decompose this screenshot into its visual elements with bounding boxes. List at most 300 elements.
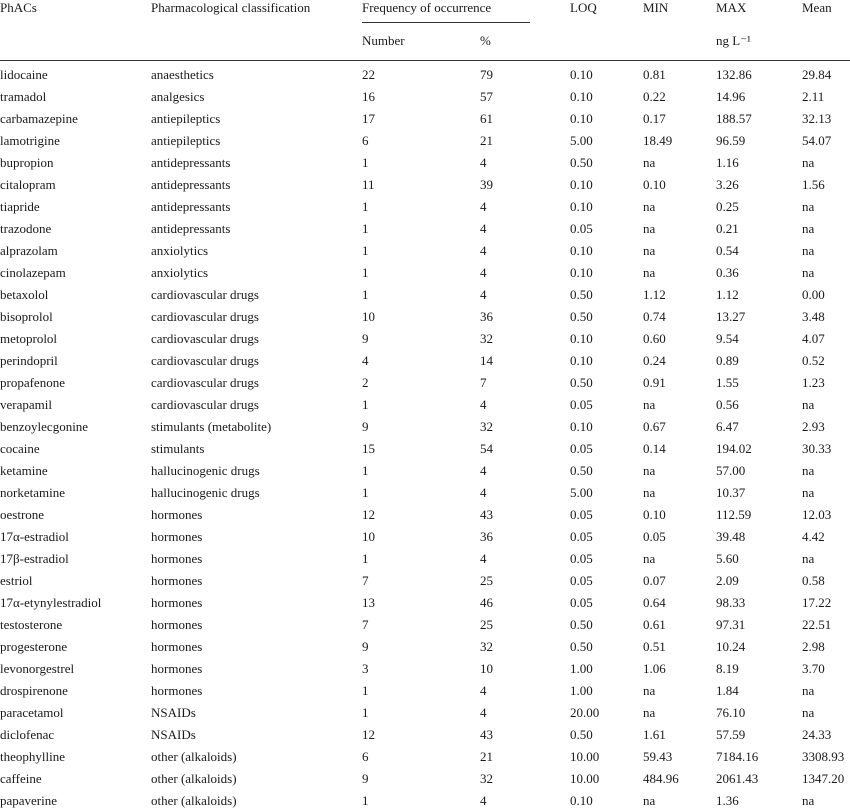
cell-percent: 4 [480,683,487,698]
cell-loq: 0.50 [570,617,593,632]
cell-classification: hormones [151,595,203,610]
cell-max: 188.57 [716,111,752,126]
cell-max: 0.54 [716,243,739,258]
cell-number: 7 [362,573,369,588]
cell-max: 194.02 [716,441,752,456]
cell-compound: testosterone [0,617,63,632]
cell-classification: antidepressants [151,177,231,192]
cell-number: 1 [362,463,369,478]
table-row [0,680,850,702]
cell-compound: verapamil [0,397,52,412]
cell-max: 57.59 [716,727,746,742]
cell-number: 1 [362,265,369,280]
cell-classification: NSAIDs [151,727,196,742]
cell-min: 0.24 [643,353,666,368]
frequency-underline [362,22,530,23]
cell-percent: 4 [480,551,487,566]
cell-min: 0.64 [643,595,666,610]
cell-percent: 4 [480,265,487,280]
cell-percent: 32 [480,639,493,654]
cell-loq: 0.50 [570,639,593,654]
cell-number: 10 [362,309,375,324]
cell-compound: papaverine [0,793,58,808]
cell-percent: 54 [480,441,493,456]
cell-loq: 0.10 [570,243,593,258]
cell-compound: lamotrigine [0,133,60,148]
cell-loq: 0.10 [570,419,593,434]
cell-number: 15 [362,441,375,456]
cell-classification: hormones [151,529,203,544]
cell-number: 7 [362,617,369,632]
table-row [0,438,850,460]
cell-max: 1.55 [716,375,739,390]
header-unit: ng L⁻¹ [716,33,751,48]
cell-mean: na [802,793,815,808]
cell-percent: 21 [480,749,493,764]
cell-classification: cardiovascular drugs [151,375,259,390]
cell-number: 1 [362,397,369,412]
cell-classification: cardiovascular drugs [151,397,259,412]
cell-number: 12 [362,727,375,742]
cell-max: 10.24 [716,639,746,654]
cell-max: 9.54 [716,331,739,346]
cell-mean: 3308.93 [802,749,845,764]
cell-min: na [643,683,656,698]
cell-compound: trazodone [0,221,52,236]
cell-number: 10 [362,529,375,544]
cell-number: 4 [362,353,369,368]
cell-percent: 7 [480,375,487,390]
cell-mean: 3.48 [802,309,825,324]
cell-compound: cinolazepam [0,265,66,280]
cell-min: 59.43 [643,749,673,764]
cell-min: 1.12 [643,287,666,302]
cell-compound: estriol [0,573,33,588]
cell-min: na [643,397,656,412]
cell-compound: paracetamol [0,705,64,720]
cell-min: 0.61 [643,617,666,632]
cell-percent: 25 [480,573,493,588]
table-row [0,746,850,768]
cell-min: na [643,265,656,280]
cell-loq: 0.50 [570,309,593,324]
cell-number: 1 [362,243,369,258]
header-mean: Mean [802,0,832,15]
cell-mean: 0.52 [802,353,825,368]
cell-mean: 4.07 [802,331,825,346]
table-row [0,724,850,746]
header-classification: Pharmacological classification [151,0,311,15]
cell-loq: 10.00 [570,771,600,786]
table-row [0,86,850,108]
cell-mean: 54.07 [802,133,832,148]
cell-mean: 29.84 [802,67,832,82]
cell-mean: na [802,551,815,566]
cell-classification: stimulants [151,441,205,456]
cell-classification: hormones [151,639,203,654]
cell-number: 1 [362,551,369,566]
cell-loq: 10.00 [570,749,600,764]
cell-percent: 36 [480,309,493,324]
cell-compound: cocaine [0,441,40,456]
cell-loq: 20.00 [570,705,600,720]
cell-max: 76.10 [716,705,746,720]
table-row [0,306,850,328]
table-row [0,262,850,284]
cell-percent: 4 [480,463,487,478]
cell-classification: hormones [151,507,203,522]
cell-min: 0.60 [643,331,666,346]
cell-percent: 32 [480,771,493,786]
cell-mean: na [802,265,815,280]
cell-mean: 2.11 [802,89,825,104]
cell-classification: other (alkaloids) [151,771,237,786]
cell-min: 18.49 [643,133,673,148]
cell-min: na [643,221,656,236]
cell-mean: 3.70 [802,661,825,676]
cell-classification: hormones [151,573,203,588]
cell-min: na [643,463,656,478]
cell-loq: 0.10 [570,111,593,126]
cell-min: 0.10 [643,507,666,522]
cell-classification: cardiovascular drugs [151,287,259,302]
table-row [0,372,850,394]
cell-max: 14.96 [716,89,746,104]
header-phacs: PhACs [0,0,37,15]
cell-compound: diclofenac [0,727,55,742]
cell-loq: 0.10 [570,67,593,82]
cell-compound: drospirenone [0,683,68,698]
cell-loq: 0.05 [570,221,593,236]
cell-compound: metoprolol [0,331,58,346]
cell-percent: 4 [480,485,487,500]
cell-number: 1 [362,287,369,302]
cell-classification: anxiolytics [151,265,209,280]
table-row [0,284,850,306]
cell-mean: 17.22 [802,595,832,610]
cell-compound: 17α-etynylestradiol [0,595,102,610]
cell-min: 0.67 [643,419,666,434]
table-row [0,394,850,416]
cell-number: 13 [362,595,375,610]
cell-min: 0.17 [643,111,666,126]
cell-compound: norketamine [0,485,65,500]
cell-mean: na [802,199,815,214]
table-row [0,130,850,152]
cell-mean: 1347.20 [802,771,845,786]
cell-percent: 57 [480,89,493,104]
cell-classification: NSAIDs [151,705,196,720]
cell-percent: 4 [480,221,487,236]
table-row [0,504,850,526]
cell-compound: carbamazepine [0,111,78,126]
table-row [0,768,850,790]
cell-compound: 17α-estradiol [0,529,69,544]
cell-classification: anxiolytics [151,243,209,258]
cell-compound: caffeine [0,771,42,786]
cell-percent: 4 [480,199,487,214]
cell-max: 2.09 [716,573,739,588]
cell-number: 9 [362,419,369,434]
cell-number: 22 [362,67,375,82]
cell-classification: hormones [151,617,203,632]
cell-mean: 22.51 [802,617,832,632]
cell-compound: progesterone [0,639,68,654]
cell-max: 3.26 [716,177,739,192]
cell-percent: 79 [480,67,493,82]
cell-loq: 1.00 [570,661,593,676]
table-row [0,174,850,196]
cell-number: 1 [362,199,369,214]
cell-mean: na [802,485,815,500]
cell-classification: antidepressants [151,155,231,170]
table-row [0,108,850,130]
cell-classification: cardiovascular drugs [151,331,259,346]
cell-min: na [643,199,656,214]
cell-percent: 4 [480,793,487,808]
cell-percent: 10 [480,661,493,676]
header-max: MAX [716,0,747,15]
occurrence-table [0,64,850,812]
cell-min: 0.10 [643,177,666,192]
cell-mean: 4.42 [802,529,825,544]
cell-percent: 4 [480,155,487,170]
cell-loq: 0.10 [570,793,593,808]
cell-mean: 0.58 [802,573,825,588]
table-row [0,702,850,724]
cell-loq: 5.00 [570,485,593,500]
cell-loq: 0.05 [570,595,593,610]
cell-loq: 0.10 [570,353,593,368]
cell-percent: 14 [480,353,493,368]
cell-mean: 32.13 [802,111,832,126]
header-divider [0,60,850,61]
cell-number: 1 [362,221,369,236]
cell-max: 0.89 [716,353,739,368]
cell-compound: propafenone [0,375,65,390]
cell-number: 11 [362,177,375,192]
cell-compound: citalopram [0,177,56,192]
table-row [0,658,850,680]
cell-percent: 61 [480,111,493,126]
cell-classification: cardiovascular drugs [151,309,259,324]
cell-number: 1 [362,485,369,500]
cell-percent: 4 [480,243,487,258]
cell-loq: 0.05 [570,551,593,566]
cell-percent: 4 [480,705,487,720]
cell-compound: betaxolol [0,287,49,302]
header-frequency: Frequency of occurrence [362,0,492,15]
cell-max: 0.56 [716,397,739,412]
cell-compound: benzoylecgonine [0,419,89,434]
table-row [0,636,850,658]
header-loq: LOQ [570,0,597,15]
cell-min: 0.05 [643,529,666,544]
cell-min: na [643,485,656,500]
cell-number: 12 [362,507,375,522]
cell-loq: 0.50 [570,287,593,302]
cell-mean: 0.00 [802,287,825,302]
cell-min: na [643,705,656,720]
cell-min: na [643,155,656,170]
cell-classification: stimulants (metabolite) [151,419,272,434]
cell-mean: 2.93 [802,419,825,434]
cell-loq: 0.10 [570,331,593,346]
cell-min: 0.91 [643,375,666,390]
cell-mean: 24.33 [802,727,832,742]
cell-max: 98.33 [716,595,746,610]
cell-number: 3 [362,661,369,676]
cell-percent: 43 [480,727,493,742]
table-row [0,64,850,86]
cell-loq: 1.00 [570,683,593,698]
header-percent: % [480,33,491,48]
cell-max: 1.36 [716,793,739,808]
cell-max: 13.27 [716,309,746,324]
cell-classification: antiepileptics [151,133,221,148]
cell-classification: anaesthetics [151,67,214,82]
table-row [0,790,850,812]
header-min: MIN [643,0,669,15]
cell-compound: lidocaine [0,67,48,82]
cell-loq: 0.10 [570,89,593,104]
cell-min: 484.96 [643,771,679,786]
cell-min: 0.14 [643,441,666,456]
cell-classification: hallucinogenic drugs [151,485,260,500]
cell-classification: hormones [151,661,203,676]
cell-max: 2061.43 [716,771,759,786]
cell-loq: 0.50 [570,463,593,478]
cell-mean: 1.56 [802,177,825,192]
cell-number: 9 [362,639,369,654]
cell-percent: 39 [480,177,493,192]
cell-min: 1.06 [643,661,666,676]
cell-classification: other (alkaloids) [151,749,237,764]
table-row [0,592,850,614]
cell-compound: bisoprolol [0,309,53,324]
cell-number: 1 [362,155,369,170]
cell-min: na [643,793,656,808]
table-row [0,482,850,504]
cell-min: na [643,551,656,566]
cell-mean: 2.98 [802,639,825,654]
cell-min: 0.51 [643,639,666,654]
table-row [0,460,850,482]
cell-number: 1 [362,793,369,808]
cell-mean: na [802,155,815,170]
cell-classification: antiepileptics [151,111,221,126]
cell-mean: 1.23 [802,375,825,390]
cell-number: 9 [362,331,369,346]
cell-loq: 0.05 [570,573,593,588]
cell-loq: 0.50 [570,375,593,390]
cell-mean: na [802,243,815,258]
cell-max: 0.21 [716,221,739,236]
cell-mean: na [802,683,815,698]
cell-compound: alprazolam [0,243,58,258]
cell-max: 1.84 [716,683,739,698]
cell-percent: 21 [480,133,493,148]
cell-percent: 4 [480,397,487,412]
cell-loq: 0.05 [570,441,593,456]
cell-number: 6 [362,749,369,764]
cell-min: 0.07 [643,573,666,588]
cell-min: na [643,243,656,258]
cell-mean: 12.03 [802,507,832,522]
cell-mean: na [802,221,815,236]
cell-classification: other (alkaloids) [151,793,237,808]
cell-loq: 0.05 [570,507,593,522]
cell-compound: perindopril [0,353,58,368]
cell-max: 8.19 [716,661,739,676]
cell-number: 9 [362,771,369,786]
cell-max: 112.59 [716,507,752,522]
cell-number: 1 [362,683,369,698]
cell-classification: analgesics [151,89,205,104]
cell-percent: 4 [480,287,487,302]
cell-compound: 17β-estradiol [0,551,69,566]
cell-loq: 0.10 [570,265,593,280]
cell-compound: tramadol [0,89,47,104]
cell-classification: hallucinogenic drugs [151,463,260,478]
header-number: Number [362,33,405,48]
table-row [0,350,850,372]
cell-compound: ketamine [0,463,48,478]
cell-compound: tiapride [0,199,40,214]
cell-percent: 32 [480,331,493,346]
table-row [0,416,850,438]
cell-loq: 0.05 [570,397,593,412]
cell-classification: hormones [151,551,203,566]
table-row [0,240,850,262]
cell-mean: na [802,705,815,720]
cell-max: 10.37 [716,485,746,500]
cell-min: 0.81 [643,67,666,82]
cell-loq: 0.10 [570,177,593,192]
cell-max: 0.36 [716,265,739,280]
cell-number: 17 [362,111,375,126]
cell-max: 57.00 [716,463,746,478]
cell-percent: 36 [480,529,493,544]
cell-mean: na [802,463,815,478]
table-row [0,570,850,592]
cell-compound: oestrone [0,507,45,522]
cell-number: 16 [362,89,375,104]
cell-classification: antidepressants [151,199,231,214]
cell-mean: 30.33 [802,441,832,456]
table-row [0,526,850,548]
cell-percent: 25 [480,617,493,632]
table-row [0,614,850,636]
table-row [0,196,850,218]
cell-compound: bupropion [0,155,54,170]
table-row [0,548,850,570]
cell-loq: 5.00 [570,133,593,148]
cell-min: 0.74 [643,309,666,324]
cell-percent: 32 [480,419,493,434]
cell-number: 2 [362,375,369,390]
cell-max: 97.31 [716,617,746,632]
table-row [0,328,850,350]
cell-number: 6 [362,133,369,148]
cell-max: 7184.16 [716,749,759,764]
table-row [0,218,850,240]
cell-max: 6.47 [716,419,739,434]
cell-max: 1.12 [716,287,739,302]
cell-max: 5.60 [716,551,739,566]
cell-loq: 0.05 [570,529,593,544]
cell-max: 1.16 [716,155,739,170]
